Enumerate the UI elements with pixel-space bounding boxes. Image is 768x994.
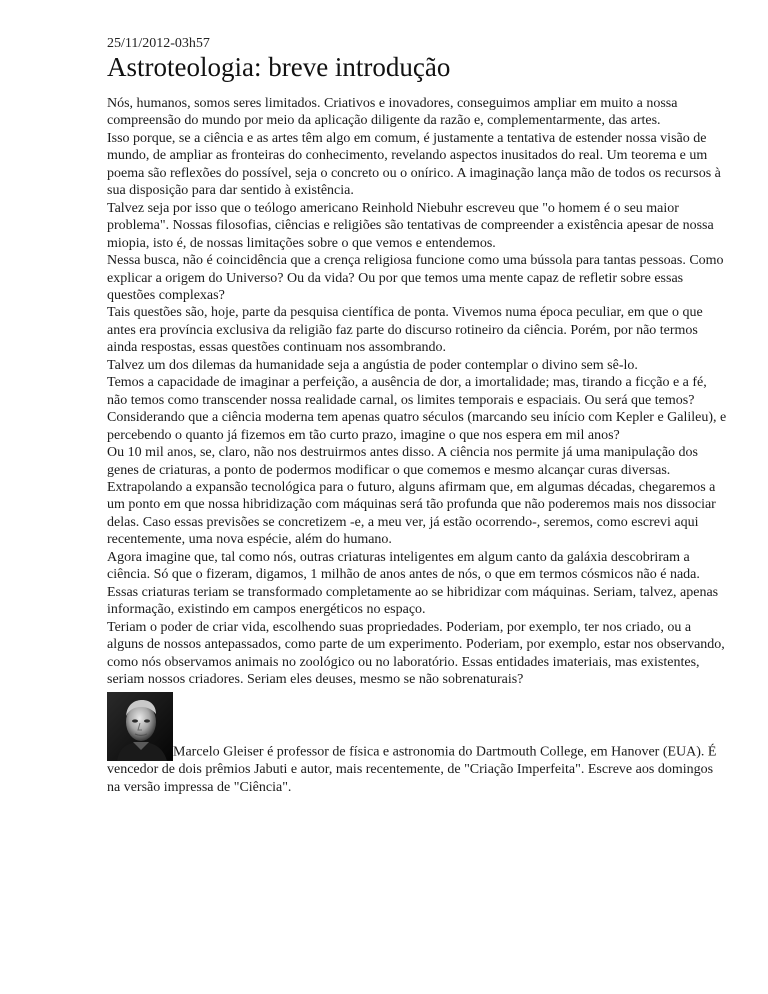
article-paragraph: Isso porque, se a ciência e as artes têm algo em comum, é justamente a tentativa de estender nossa visão de mundo, de ampliar as fronteiras do conhecimento, revelando aspectos inusitados do real. Um teorema e um poema são reflexões do possível, seja o concreto ou o onírico. A imaginação lança mão de todos os recursos à sua disposição para dar sentido à existência.	[107, 130, 721, 199]
article-body	[107, 95, 727, 688]
article-paragraph: Temos a capacidade de imaginar a perfeição, a ausência de dor, a imortalidade; mas, tirando a ficção e a fé, não temos como transcender nossa realidade carnal, os limites temporais e espaciais. Ou será que temos?	[107, 375, 707, 408]
article-paragraph: Nessa busca, não é coincidência que a crença religiosa funcione como uma bússola para tantas pessoas. Como explicar a origem do Universo? Ou da vida? Ou por que temos uma mente capaz de refletir sobre essas questões complexas?	[107, 253, 724, 303]
article-paragraph: Talvez um dos dilemas da humanidade seja a angústia de poder contemplar o divino sem sê-lo.	[107, 357, 638, 373]
article-paragraph: Teriam o poder de criar vida, escolhendo suas propriedades. Poderiam, por exemplo, ter nos criado, ou a alguns de nossos antepassados, como parte de um experimento. Poderiam, por exemplo, estar nos observando, como nós observamos animais no zoológico ou no laboratório. Essas entidades imateriais, mas existentes, seriam nossos criadores. Seriam eles deuses, mesmo se não sobrenaturais?	[107, 619, 725, 687]
article-paragraph: Talvez seja por isso que o teólogo americano Reinhold Niebuhr escreveu que "o homem é o seu maior problema". Nossas filosofias, ciências e religiões são tentativas de compreender a existência apesar de nossa miopia, isto é, de nossas limitações sobre o que vemos e entendemos.	[107, 200, 714, 251]
article-paragraph: Essas criaturas teriam se transformado completamente ao se hibridizar com máquinas. Seriam, talvez, apenas informação, existindo em campos energéticos no espaço.	[107, 584, 719, 618]
article-paragraph: Ou 10 mil anos, se, claro, não nos destruirmos antes disso. A ciência nos permite já uma manipulação dos genes de criaturas, a ponto de podermos modificar o que comemos e mesmo alcançar curas diversas.	[107, 445, 698, 478]
author-bio	[107, 692, 727, 796]
author-bio-text: Marcelo Gleiser é professor de física e astronomia do Dartmouth College, em Hanover (EUA). É vencedor de dois prêmios Jabuti e autor, mais recentemente, de "Criação Imperfeita". Escreve aos domingos na versão impressa de "Ciência".	[107, 744, 717, 795]
article-title: Astroteologia: breve introdução	[107, 52, 451, 82]
article-paragraph: Nós, humanos, somos seres limitados. Criativos e inovadores, conseguimos ampliar em muito a nossa compreensão do mundo por meio da aplicação diligente da razão e, complementarmente, das artes.	[107, 96, 678, 129]
article-paragraph: Tais questões são, hoje, parte da pesquisa científica de ponta. Vivemos numa época peculiar, em que o que antes era província exclusiva da religião faz parte do discurso rotineiro da ciência. Porém, por não termos ainda respostas, essas questões continuam nos assombrando.	[107, 305, 703, 356]
author-portrait	[107, 692, 173, 761]
article-paragraph: Extrapolando a expansão tecnológica para o futuro, alguns afirmam que, em algumas décadas, chegaremos a um ponto em que nossa hibridização com máquinas será tão profunda que não poderemos mais nos dissociar delas. Caso essas previsões se concretizem -e, a meu ver, já estão ocorrendo-, seremos, como escrevi aqui recentemente, uma nova espécie, além do humano.	[107, 479, 716, 548]
article-paragraph: Agora imagine que, tal como nós, outras criaturas inteligentes em algum canto da galáxia descobriram a ciência. Só que o fizeram, digamos, 1 milhão de anos antes de nós, o que em termos cósmicos não é nada.	[107, 549, 700, 583]
article-paragraph: Considerando que a ciência moderna tem apenas quatro séculos (marcando seu início com Kepler e Galileu), e percebendo o quanto já fizemos em tão curto prazo, imagine o que nos espera em mil anos?	[107, 410, 727, 443]
article-datestamp: 25/11/2012-03h57	[107, 36, 210, 51]
article	[107, 36, 727, 796]
